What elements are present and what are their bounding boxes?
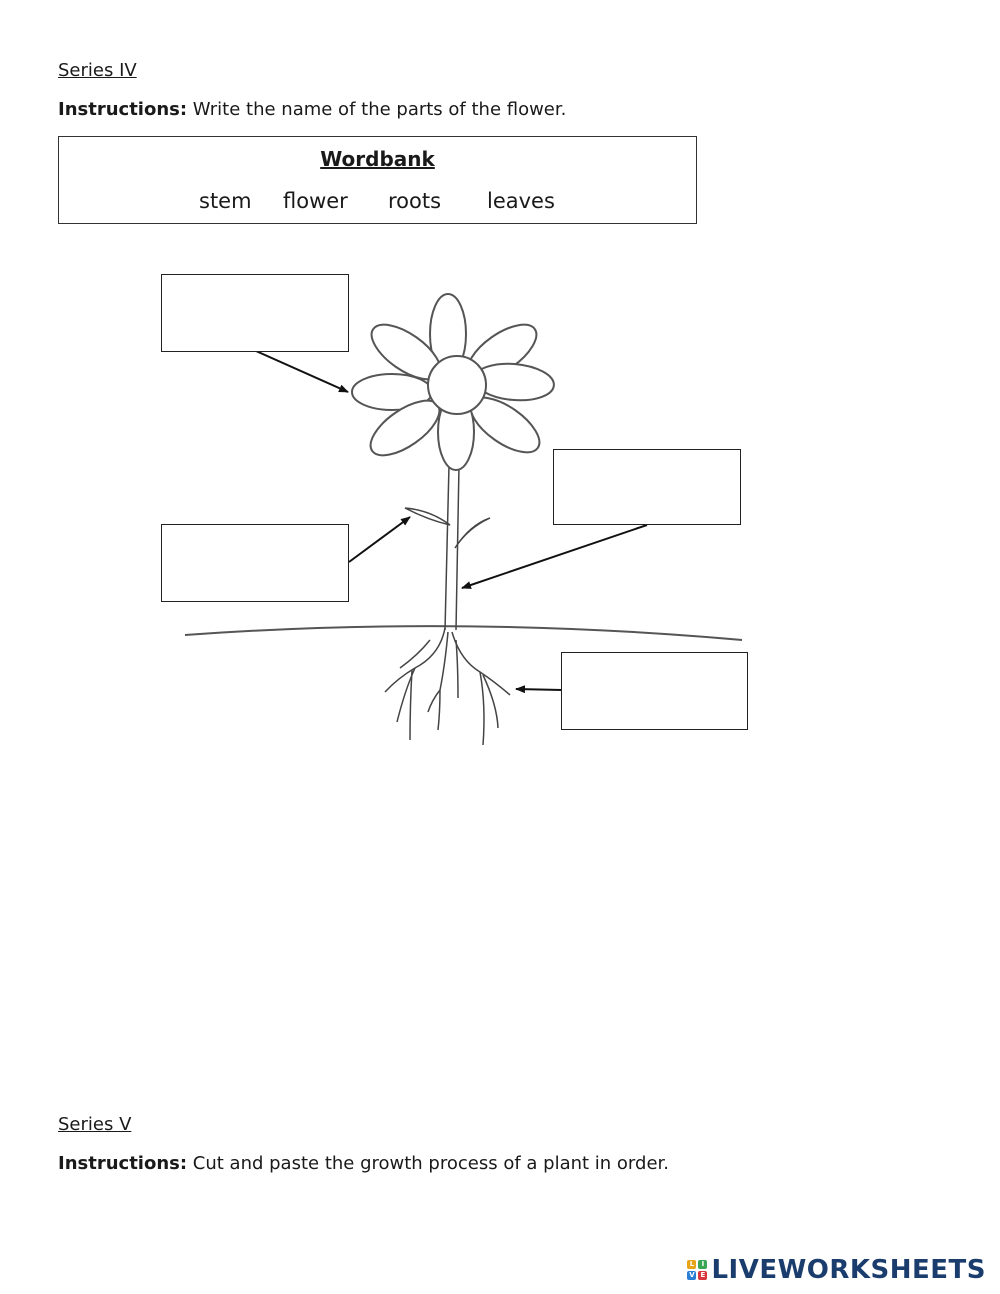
answer-box-flower[interactable]	[161, 274, 349, 352]
series-iv-title: Series IV	[58, 60, 137, 81]
liveworksheets-logo[interactable]	[687, 1255, 986, 1285]
wordbank-word-roots: roots	[388, 189, 442, 213]
wordbank-word-stem: stem	[199, 189, 252, 213]
arrow-to-flower	[256, 351, 348, 392]
logo-mark-icon	[687, 1260, 707, 1280]
arrow-to-leaves	[349, 517, 410, 562]
instructions-label: Instructions:	[58, 1153, 188, 1174]
ground-line	[185, 626, 742, 640]
roots-drawing	[385, 628, 510, 745]
arrow-to-roots	[516, 689, 562, 690]
arrow-to-stem	[462, 525, 647, 588]
logo-mark-e: E	[698, 1271, 707, 1280]
logo-mark-v: V	[689, 1271, 695, 1279]
series-v-instructions	[58, 1153, 669, 1174]
wordbank-word-leaves: leaves	[487, 189, 555, 213]
instructions-label: Instructions:	[58, 99, 188, 120]
instructions-text: Write the name of the parts of the flower.	[187, 99, 567, 120]
series-v-title: Series V	[58, 1114, 132, 1135]
wordbank-title: Wordbank	[320, 147, 435, 171]
logo-mark-l: L	[687, 1260, 696, 1269]
answer-box-leaves[interactable]	[161, 524, 349, 602]
logo-mark-i: I	[698, 1260, 707, 1269]
petals-drawing	[352, 294, 555, 470]
logo-text: LIVEWORKSHEETS	[711, 1255, 986, 1285]
stem-drawing	[445, 465, 459, 630]
wordbank-word-flower: flower	[283, 189, 348, 213]
instructions-text: Cut and paste the growth process of a plant in order.	[187, 1153, 669, 1174]
answer-box-stem[interactable]	[553, 449, 741, 525]
answer-box-roots[interactable]	[561, 652, 748, 730]
